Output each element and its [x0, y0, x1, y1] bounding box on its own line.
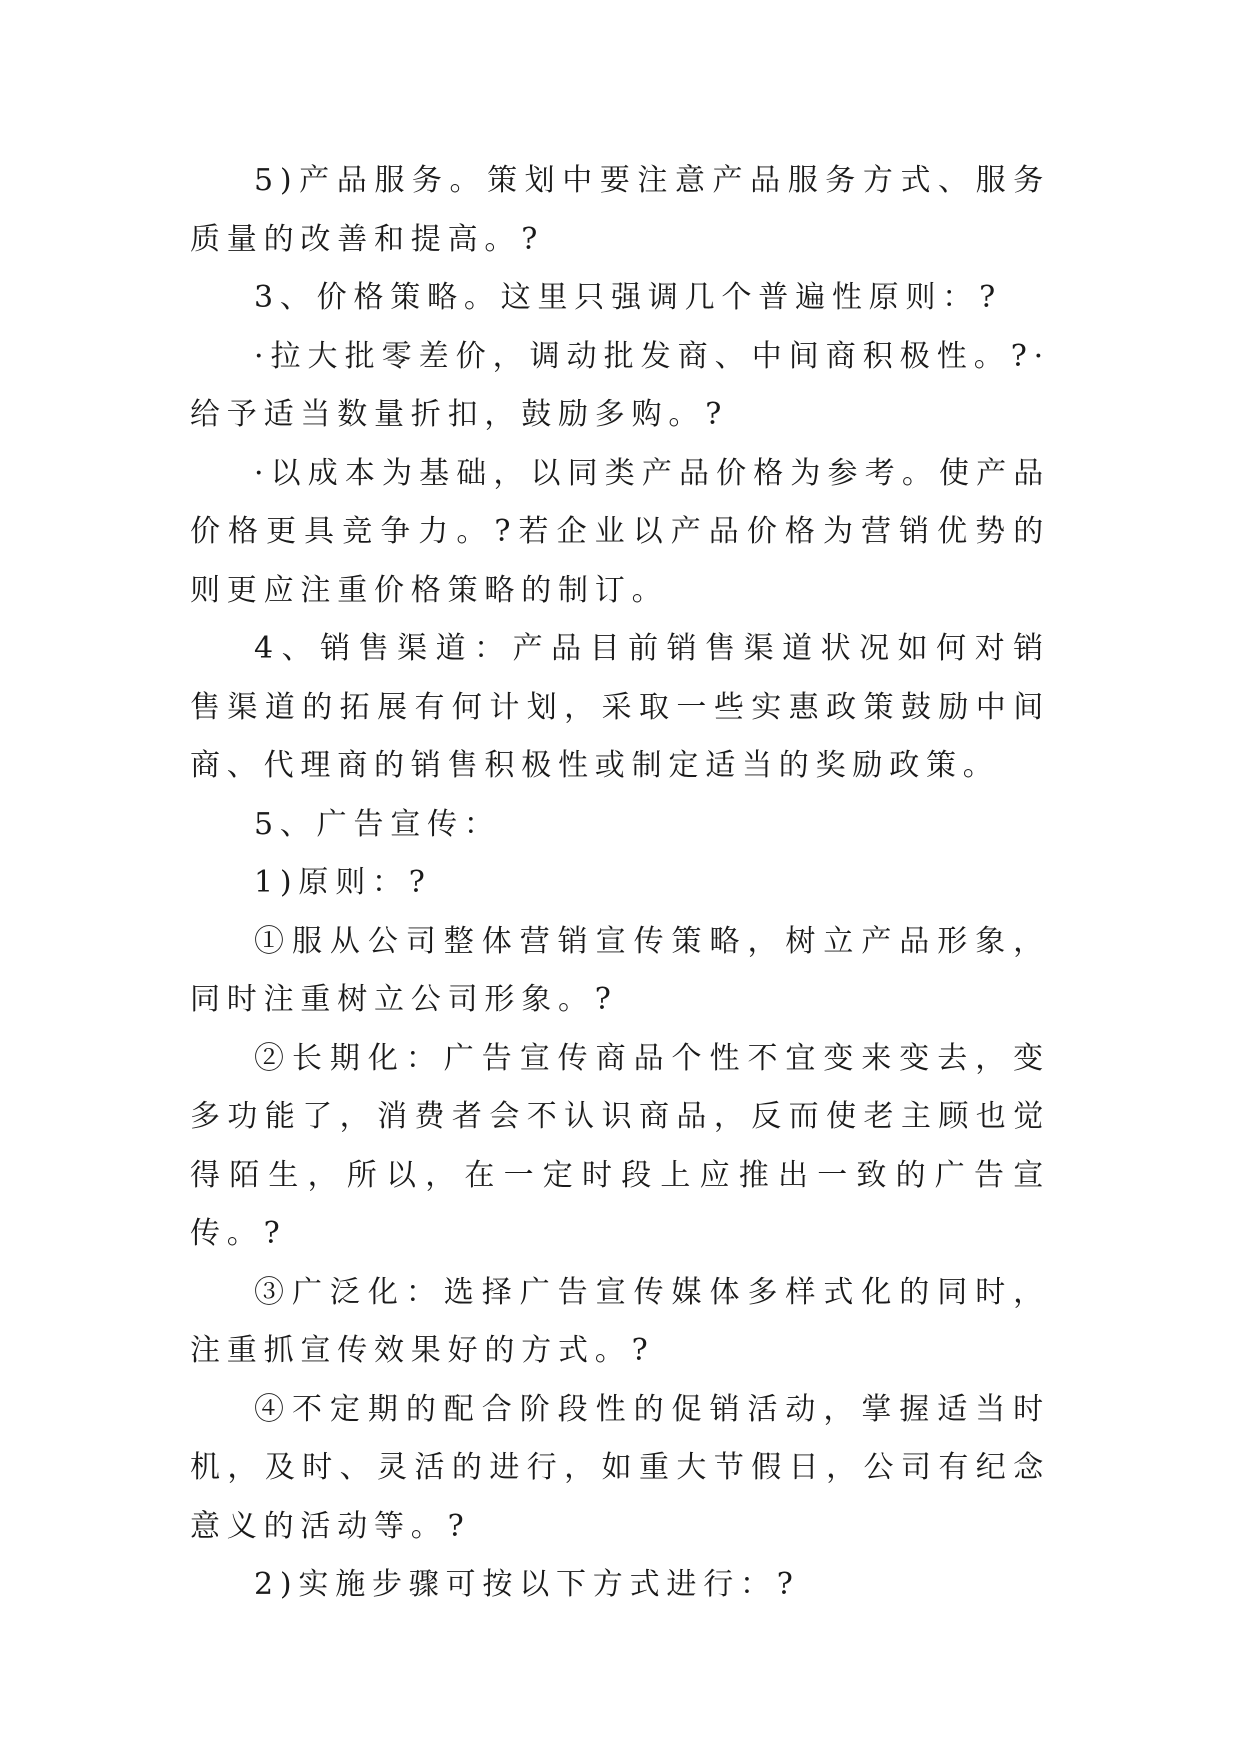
- paragraph-implementation-steps: 2)实施步骤可按以下方式进行：?: [254, 1567, 800, 1602]
- paragraph-advertising-heading: 5、广告宣传：: [254, 806, 501, 842]
- paragraph-price-gap: ·拉大批零差价，调动批发商、中间商积极性。?·给予适当数量折扣，鼓励多购。?: [190, 338, 1050, 432]
- paragraph-pricing-strategy: 3、价格策略。这里只强调几个普遍性原则：?: [254, 280, 1002, 315]
- paragraph-cost-based-pricing: ·以成本为基础，以同类产品价格为参考。使产品价格更具竞争力。?若企业以产品价格为营销优势的则更应注重价格策略的制订。: [190, 455, 1050, 608]
- paragraph-principle-3: ③广泛化：选择广告宣传媒体多样式化的同时，注重抓宣传效果好的方式。?: [190, 1274, 1050, 1368]
- paragraph-principle-1: ①服从公司整体营销宣传策略，树立产品形象，同时注重树立公司形象。?: [190, 923, 1050, 1017]
- paragraph-principles: 1)原则：?: [254, 865, 432, 900]
- paragraph-principle-2: ②长期化：广告宣传商品个性不宜变来变去，变多功能了，消费者会不认识商品，反而使老主顾也觉得陌生，所以，在一定时段上应推出一致的广告宣传。?: [190, 1040, 1050, 1251]
- paragraph-sales-channels: 4、销售渠道：产品目前销售渠道状况如何对销售渠道的拓展有何计划，采取一些实惠政策鼓励中间商、代理商的销售积极性或制定适当的奖励政策。: [190, 631, 1050, 783]
- paragraph-principle-4: ④不定期的配合阶段性的促销活动，掌握适当时机，及时、灵活的进行，如重大节假日，公司有纪念意义的活动等。?: [190, 1391, 1050, 1544]
- document-body: [190, 152, 1050, 1615]
- paragraph-product-service: 5)产品服务。策划中要注意产品服务方式、服务质量的改善和提高。?: [190, 163, 1050, 257]
